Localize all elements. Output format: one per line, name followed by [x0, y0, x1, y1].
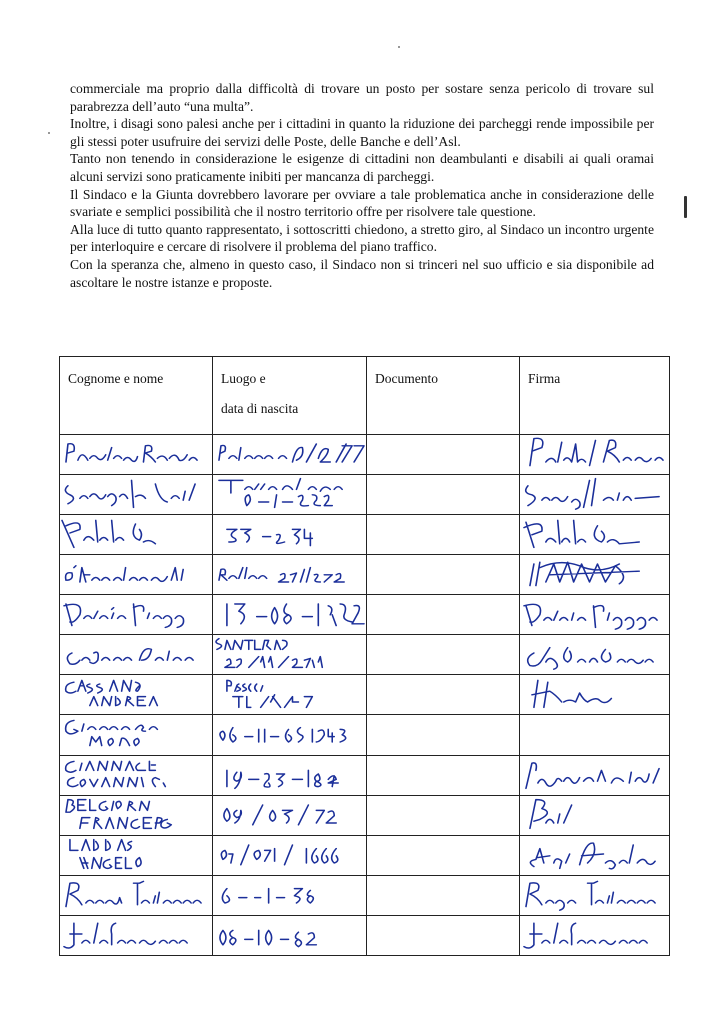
handwritten-name: [60, 835, 213, 875]
body-text: [70, 80, 654, 291]
handwritten-birth: [213, 555, 367, 595]
handwritten-birth: [213, 835, 367, 875]
handwritten-birth: [213, 715, 367, 755]
handwritten-name: [60, 635, 213, 675]
table-row: [60, 515, 670, 555]
document-cell: [367, 835, 520, 875]
handwritten-birth: [213, 475, 367, 515]
paragraph: commerciale ma proprio dalla difficoltà di trovare un posto per sostare senza pericolo di trovare sul parabrezza dell’auto “una multa”.: [70, 81, 654, 114]
document-cell: [367, 875, 520, 915]
handwritten-signature: [520, 795, 670, 835]
document-cell: [367, 515, 520, 555]
table-row: [60, 635, 670, 675]
document-cell: [367, 755, 520, 795]
document-cell: [367, 475, 520, 515]
header-name: Cognome e nome: [60, 357, 213, 435]
handwritten-birth: [213, 795, 367, 835]
handwritten-name: [60, 475, 213, 515]
handwritten-signature: [520, 875, 670, 915]
handwritten-signature: [520, 475, 670, 515]
handwritten-signature: [520, 435, 670, 475]
table-row: [60, 435, 670, 475]
handwritten-name: [60, 555, 213, 595]
margin-mark: [684, 196, 687, 218]
handwritten-birth: [213, 595, 367, 635]
handwritten-birth: [213, 635, 367, 675]
table-row: [60, 555, 670, 595]
handwritten-name: [60, 755, 213, 795]
handwritten-name: [60, 515, 213, 555]
table-row: [60, 675, 670, 715]
paragraph: Tanto non tenendo in considerazione le esigenze di cittadini non deambulanti e disabili ai quali oramai alcuni servizi sono praticamente inibiti per mancanza di parcheggi.: [70, 151, 654, 184]
handwritten-birth: [213, 875, 367, 915]
handwritten-name: [60, 915, 213, 955]
header-birth: Luogo e data di nascita: [213, 357, 367, 435]
handwritten-signature: [520, 835, 670, 875]
document-cell: [367, 795, 520, 835]
handwritten-birth: [213, 915, 367, 955]
table-row: [60, 875, 670, 915]
handwritten-name: [60, 595, 213, 635]
handwritten-birth: [213, 435, 367, 475]
handwritten-birth: [213, 755, 367, 795]
paragraph: Il Sindaco e la Giunta dovrebbero lavorare per ovviare a tale problematica anche in considerazione delle svariate e semplici possibilità che il nostro territorio offre per risolvere tale questione.: [70, 186, 654, 220]
paragraph: Inoltre, i disagi sono palesi anche per i cittadini in quanto la riduzione dei parcheggi rende impossibile per gli stessi poter usufruire dei servizi delle Poste, delle Banche e dell’Asl.: [70, 116, 654, 149]
signature-table: [59, 356, 670, 956]
scan-speck: [398, 46, 400, 48]
table-row: [60, 795, 670, 835]
table-row: [60, 755, 670, 795]
handwritten-signature: [520, 915, 670, 955]
scan-speck: [48, 132, 50, 134]
handwritten-name: [60, 795, 213, 835]
table-row: [60, 595, 670, 635]
handwritten-signature: [520, 715, 670, 755]
document-cell: [367, 635, 520, 675]
paragraph: Con la speranza che, almeno in questo caso, il Sindaco non si trinceri nel suo ufficio e sia disponibile ad ascoltare le nostre istanze e proposte.: [70, 256, 654, 290]
handwritten-name: [60, 675, 213, 715]
table-row: [60, 915, 670, 955]
handwritten-signature: [520, 555, 670, 595]
handwritten-name: [60, 435, 213, 475]
handwritten-signature: [520, 675, 670, 715]
table-row: [60, 715, 670, 755]
header-document: Documento: [367, 357, 520, 435]
table-row: [60, 475, 670, 515]
handwritten-signature: [520, 635, 670, 675]
document-cell: [367, 595, 520, 635]
document-cell: [367, 675, 520, 715]
table-row: [60, 835, 670, 875]
document-cell: [367, 915, 520, 955]
handwritten-birth: [213, 515, 367, 555]
handwritten-name: [60, 875, 213, 915]
handwritten-birth: [213, 675, 367, 715]
handwritten-signature: [520, 595, 670, 635]
handwritten-name: [60, 715, 213, 755]
table-header-row: [60, 357, 670, 435]
paragraph: Alla luce di tutto quanto rappresentato, i sottoscritti chiedono, a stretto giro, al Sindaco un incontro urgente per interloquire e cercare di risolvere il problema del piano traffico.: [70, 221, 654, 255]
handwritten-signature: [520, 755, 670, 795]
header-signature: Firma: [520, 357, 670, 435]
handwritten-signature: [520, 515, 670, 555]
document-cell: [367, 555, 520, 595]
document-cell: [367, 435, 520, 475]
document-cell: [367, 715, 520, 755]
